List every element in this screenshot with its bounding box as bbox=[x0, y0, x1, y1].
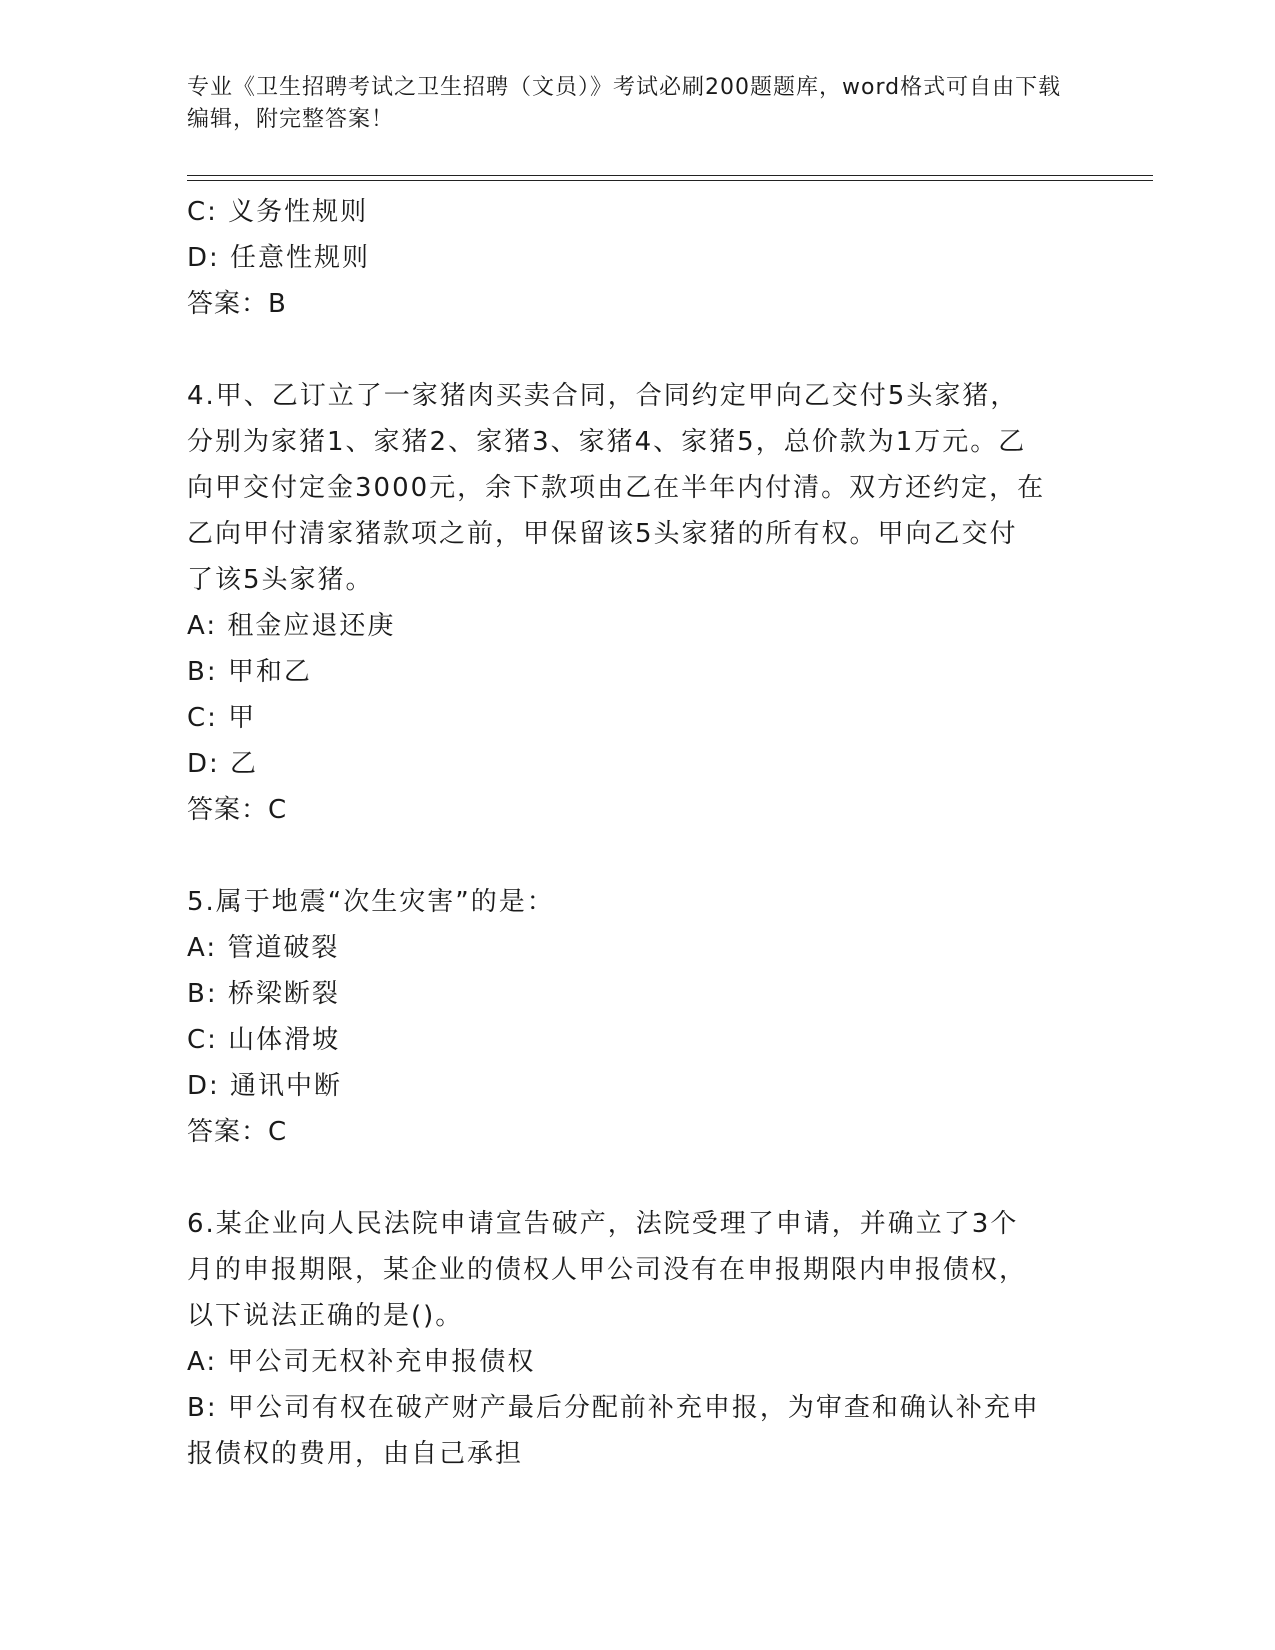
answer: 答案：B bbox=[187, 289, 287, 319]
answer: 答案：C bbox=[187, 1117, 288, 1147]
question-text-line: 4.甲、乙订立了一家猪肉买卖合同，合同约定甲向乙交付5头家猪， bbox=[187, 381, 1019, 411]
option-b: B: 甲公司有权在破产财产最后分配前补充申报，为审查和确认补充申 bbox=[187, 1393, 1040, 1423]
option-c: C: 义务性规则 bbox=[187, 197, 369, 227]
document-header: 专业《卫生招聘考试之卫生招聘（文员）》考试必刷200题题库，word格式可自由下载编辑，附完整答案！ bbox=[187, 75, 1062, 132]
option-a: A: 租金应退还庚 bbox=[187, 611, 396, 641]
question-text-line: 5.属于地震“次生灾害”的是： bbox=[187, 887, 555, 917]
option-b: B: 桥梁断裂 bbox=[187, 979, 340, 1009]
option-c: C: 甲 bbox=[187, 703, 257, 733]
option-a: A: 管道破裂 bbox=[187, 933, 340, 963]
option-d: D: 通讯中断 bbox=[187, 1071, 343, 1101]
option-a: A: 甲公司无权补充申报债权 bbox=[187, 1347, 536, 1377]
option-b-continued: 报债权的费用，由自己承担 bbox=[187, 1439, 524, 1469]
question-3 bbox=[187, 189, 1087, 327]
option-d: D: 乙 bbox=[187, 749, 259, 779]
question-text-line: 向甲交付定金3000元，余下款项由乙在半年内付清。双方还约定，在 bbox=[187, 473, 1046, 503]
answer: 答案：C bbox=[187, 795, 288, 825]
question-text-line: 月的申报期限，某企业的债权人甲公司没有在申报期限内申报债权， bbox=[187, 1255, 1028, 1285]
option-b: B: 甲和乙 bbox=[187, 657, 312, 687]
question-4 bbox=[187, 373, 1087, 833]
header-rule-top bbox=[187, 175, 1153, 176]
question-text-line: 以下说法正确的是()。 bbox=[187, 1301, 464, 1331]
question-text-line: 分别为家猪1、家猪2、家猪3、家猪4、家猪5，总价款为1万元。乙 bbox=[187, 427, 1027, 457]
question-text-line: 乙向甲付清家猪款项之前，甲保留该5头家猪的所有权。甲向乙交付 bbox=[187, 519, 1018, 549]
question-5 bbox=[187, 879, 1087, 1155]
header-rule-bottom bbox=[187, 180, 1153, 181]
option-d: D: 任意性规则 bbox=[187, 243, 371, 273]
question-text-line: 6.某企业向人民法院申请宣告破产，法院受理了申请，并确立了3个 bbox=[187, 1209, 1019, 1239]
question-text-line: 了该5头家猪。 bbox=[187, 565, 374, 595]
question-list bbox=[187, 189, 1087, 1477]
question-6 bbox=[187, 1201, 1087, 1477]
option-c: C: 山体滑坡 bbox=[187, 1025, 341, 1055]
